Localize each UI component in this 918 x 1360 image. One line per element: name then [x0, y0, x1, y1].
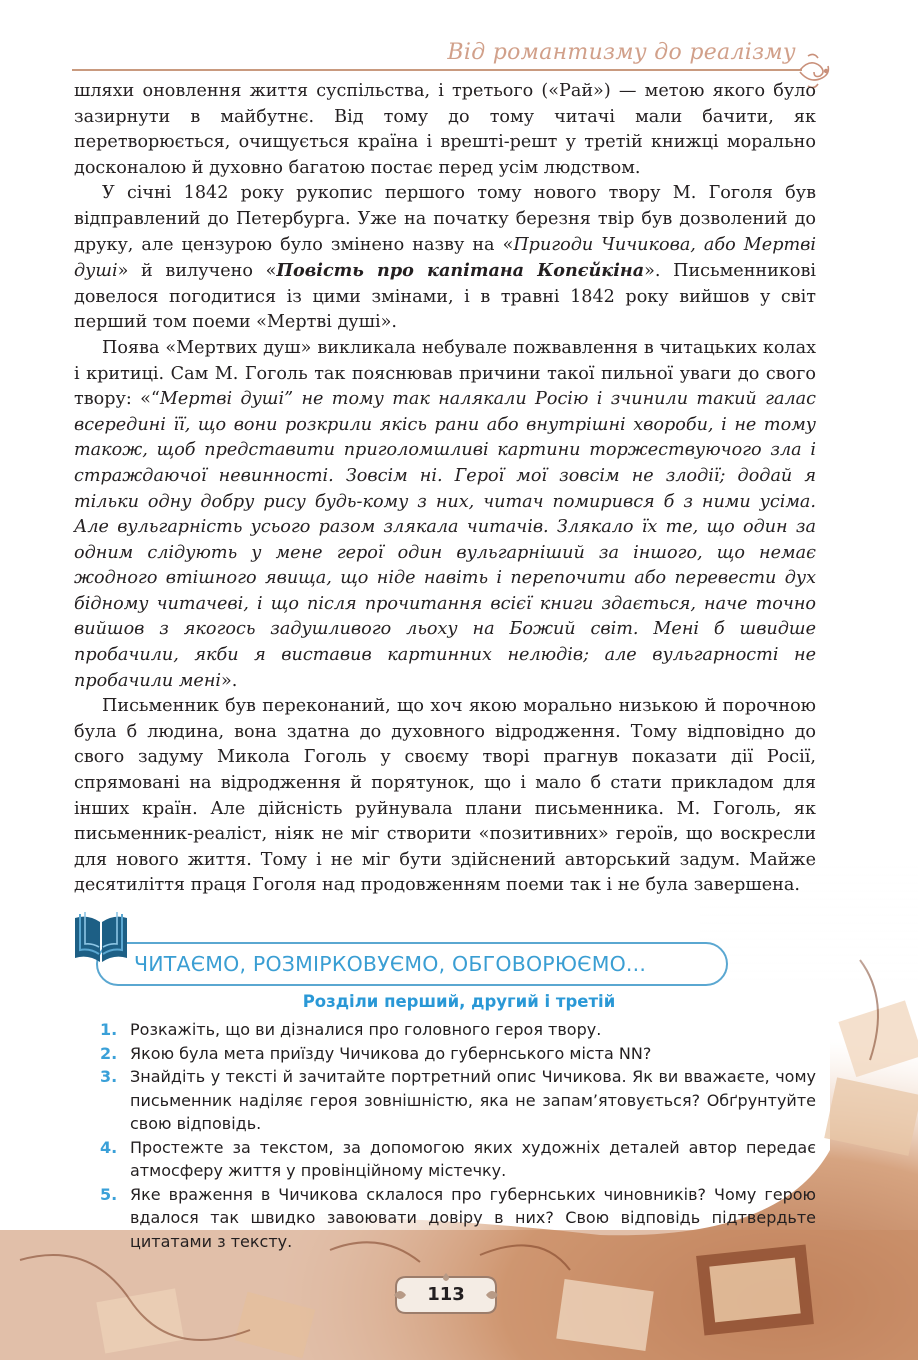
page-number: 113 — [427, 1284, 465, 1305]
question-number: 4. — [100, 1137, 118, 1157]
question-text: Якою була мета приїзду Чичикова до губернського міста NN? — [130, 1043, 652, 1063]
questions-subheading: Розділи перший, другий і третій — [302, 992, 616, 1011]
section-banner — [96, 942, 728, 986]
list-item — [98, 1136, 816, 1183]
page-number-plaque — [392, 1273, 500, 1321]
text-run: Письменник був переконаний, що хоч якою морально низькою й порочною була б людина, вона здатна до духовного відродження. Тому відповідно до свого задуму Микола Гоголь у своєму творі прагнув показати дії Росії, спрямовані на відродження й порятунок, що і мало б стати прикладом для інших країн. Але дійсність руйнувала плани письменника. М. Гоголь, як письменник-реаліст, ніяк не міг створити «позитивних» героїв, що воскресли для нового життя. Тому і не міг бути здійснений авторський задум. Майже десятиліття праця Гоголя над продовженням поеми так і не була завершена. — [74, 696, 816, 896]
question-number: 3. — [100, 1067, 118, 1086]
list-item — [98, 1183, 816, 1254]
main-article — [74, 79, 816, 899]
question-text: Простежте за текстом, за допомогою яких художніх деталей автор передає атмосферу життя у провінційному містечку. — [130, 1137, 816, 1180]
question-number: 1. — [100, 1020, 118, 1039]
running-title: Від романтизму до реалізму — [447, 40, 796, 65]
text-run: У січні 1842 року рукопис першого тому нового твору М. Гоголя був відправлений до Петербурга. Уже на початку березня твір був дозволений до друку, але цензурою було змінено назву на « — [74, 183, 816, 255]
text-run: Поява «Мертвих душ» викликала небувале пожвавлення в читацьких колах і критиці. Сам М. Гоголь так пояснював причини такої пильної уваги до свого твору: «“ — [74, 337, 816, 410]
text-run: шляхи оновлення життя суспільства, і третього («Рай») — метою якого було зазирнути в майбутнє. Від тому до тому читачі мали бачити, як перетворюється, очищується країна і врешті-решт у третій книжці морально досконалою й духовно багатою постає перед усім людством. — [74, 81, 816, 178]
text-run: » й вилучено « — [117, 261, 277, 282]
text-run: ». — [221, 670, 238, 691]
text-run: Пригоди Чичикова, або Мертві душі — [74, 234, 817, 282]
question-text: Знайдіть у тексті й зачитайте портретний опис Чичикова. Як ви вважаєте, чому письменник наділяє героя зовнішністю, яка не запам’ятовується? Обґрунтуйте свою відповідь. — [130, 1067, 816, 1133]
question-text: Розкажіть, що ви дізналися про головного героя твору. — [130, 1020, 602, 1039]
text-run: Мертві душі” не тому так налякали Росію і зчинили такий галас всередині її, що вони розкрили якісь рани або внутрішні хвороби, і не тому також, щоб представити приголомшливі картини торжествуючого зла і страждаючої невинності. Зовсім ні. Герої мої зовсім не злодії; додай я тільки одну добру рису будь-кому з них, читач помирився б з ними усіма. Але вульгарність усього разом злякала читачів. Злякало їх те, що один за одним слідують у мене герої один вульгарніший за іншого, що немає жодного втішного явища, що ніде навіть і перепочити або перевести дух бідному читачеві, і що після прочитання всієї книги здається, наче точно вийшов з якогось задушливого льоху на Божий світ. Мені б швидше пробачили, якби я виставив картинних нелюдів; але вульгарності не пробачили мені — [74, 389, 816, 691]
paragraph — [74, 694, 816, 899]
text-run: Повість про капітана Копєйкіна — [276, 260, 645, 282]
paragraph — [74, 181, 816, 336]
section-banner-title: ЧИТАЄМО, РОЗМІРКОВУЄМО, ОБГОВОРЮЄМО... — [134, 952, 647, 976]
list-item — [98, 1065, 816, 1136]
paragraph — [74, 336, 816, 694]
text-run: ». Письменникові довелося погодитися із цими змінами, і в травні 1842 року вийшов у світ перший том поеми «Мертві душі». — [74, 261, 817, 333]
header-rule — [72, 69, 802, 71]
question-text: Яке враження в Чичикова склалося про губернських чиновників? Чому герою вдалося так швидко завоювати довіру в них? Свою відповідь підтвердьте цитатами з тексту. — [130, 1184, 816, 1251]
open-book-icon — [72, 910, 130, 966]
paragraph — [74, 79, 816, 181]
questions-list — [98, 1018, 816, 1253]
question-number: 5. — [100, 1184, 118, 1204]
question-number: 2. — [100, 1043, 118, 1063]
list-item — [98, 1042, 816, 1066]
list-item — [98, 1018, 816, 1042]
